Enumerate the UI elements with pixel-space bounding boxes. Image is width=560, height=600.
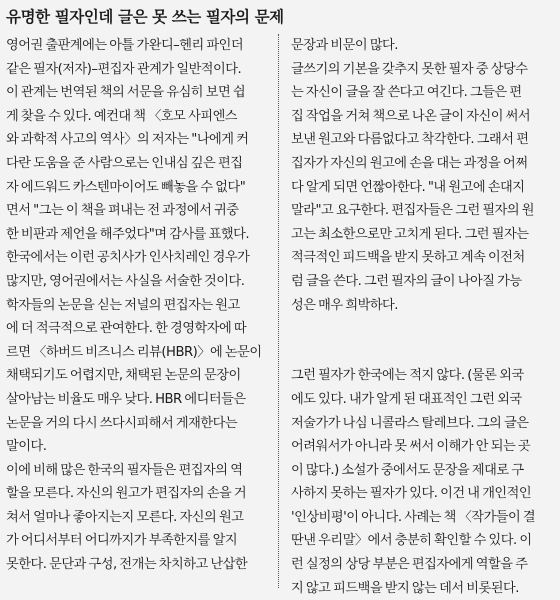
text-line: 한 비판과 제언을 해주었다"며 감사를 표했다.	[6, 226, 250, 242]
text-line: 는 자신이 글을 잘 쓴다고 여긴다. 그들은 편	[291, 85, 522, 101]
text-line: 르면 〈하버드 비즈니스 리뷰(HBR)〉에 논문이	[6, 344, 262, 360]
paragraph-gap	[291, 317, 553, 364]
text-line: 면서 "그는 이 책을 펴내는 전 과정에서 귀중	[6, 203, 239, 219]
text-line: 못한다. 문단과 구성, 전개는 차치하고 난삽한	[6, 557, 248, 573]
text-line: 게 찾을 수 있다. 예컨대 책 〈호모 사피엔스	[6, 108, 238, 124]
text-line: 다란 도움을 준 사람으로는 인내심 깊은 편집	[6, 155, 243, 171]
text-line: 성은 매우 희박하다.	[291, 297, 398, 313]
text-line: 다 알게 되면 언짢아한다. "내 원고에 손대지	[291, 179, 525, 195]
left-column	[6, 34, 268, 577]
text-line: 같은 필자(저자)–편집자 관계가 일반적이다.	[6, 61, 242, 77]
text-line: 고는 최소한으로만 고치게 된다. 그런 필자는	[291, 226, 529, 242]
text-line: 사하지 못하는 필자가 있다. 이건 내 개인적인	[291, 486, 532, 502]
text-line: 딴낸 우리말〉에서 충분히 확인할 수 있다. 이	[291, 533, 532, 549]
text-line: 에 더 적극적으로 관여한다. 한 경영학자에 따	[6, 321, 247, 337]
text-line: 학자들의 논문을 싣는 저널의 편집자는 원고	[6, 297, 240, 313]
text-line: 문장과 비문이 많다.	[291, 38, 398, 53]
text-line: 자 에드워드 카스텐마이어도 빼놓을 수 없다"	[6, 179, 246, 195]
text-line: 에도 있다. 내가 알게 된 대표적인 그런 외국	[291, 391, 522, 407]
right-column	[291, 34, 553, 600]
text-line: 할을 모른다. 자신의 원고가 편집자의 손을 거	[6, 486, 247, 502]
text-line: 영어권 출판계에는 아틀 가완디–헨리 파인더	[6, 38, 244, 53]
text-line: 이 관계는 번역된 책의 서문을 유심히 보면 쉽	[6, 85, 246, 101]
text-line: 집자가 자신의 원고에 손을 대는 과정을 어쩌	[291, 155, 528, 171]
text-line: 살아남는 비율도 매우 낮다. HBR 에디터들은	[6, 391, 246, 407]
text-line: 집 작업을 거쳐 책으로 나온 글이 자신이 써서	[291, 108, 531, 124]
article-body	[6, 34, 554, 594]
text-line: 이에 비해 많은 한국의 필자들은 편집자의 역	[6, 462, 243, 478]
text-line: 글쓰기의 기본을 갖추지 못한 필자 중 상당수	[291, 61, 528, 77]
text-line: 런 실정의 상당 부분은 편집자에게 역할을 주	[291, 557, 528, 573]
text-line: 말라"고 요구한다. 편집자들은 그런 필자의 원	[291, 203, 535, 219]
text-line: 어려워서가 아니라 못 써서 이해가 안 되는 곳	[291, 439, 531, 455]
text-line: 한국에서는 이런 공치사가 인사치레인 경우가	[6, 250, 250, 266]
text-line: 지 않고 피드백을 받지 않는 데서 비롯된다.	[291, 580, 519, 596]
text-line: 가 어디서부터 어디까지가 부족한지를 알지	[6, 533, 238, 549]
text-line: 적극적인 피드백을 받지 못하고 계속 이전처	[291, 250, 525, 266]
text-line: 보낸 원고와 다름없다고 착각한다. 그래서 편	[291, 132, 529, 148]
text-line: 럼 글을 쓴다. 그런 필자의 글이 나아질 가능	[291, 273, 522, 289]
text-line: '인상비평'이 아니다. 사례는 책 〈작가들이 결	[291, 509, 536, 525]
text-line: 채택되기도 어렵지만, 채택된 논문의 문장이	[6, 368, 241, 384]
text-line: 저술가가 나심 니콜라스 탈레브다. 그의 글은	[291, 415, 529, 431]
text-line: 와 과학적 사고의 역사〉의 저자는 "나에게 커	[6, 132, 249, 148]
text-line: 쳐서 얼마나 좋아지는지 모른다. 자신의 원고	[6, 509, 244, 525]
article-headline: 유명한 필자인데 글은 못 쓰는 필자의 문제	[6, 8, 284, 26]
text-line: 많지만, 영어권에서는 사실을 서술한 것이다.	[6, 273, 245, 289]
text-line: 이 많다.) 소설가 중에서도 문장을 제대로 구	[291, 462, 524, 478]
text-line: 말이다.	[6, 439, 47, 455]
column-divider	[278, 34, 279, 588]
text-line: 그런 필자가 한국에는 적지 않다. (물론 외국	[291, 368, 524, 384]
text-line: 논문을 거의 다시 쓰다시피해서 게재한다는	[6, 415, 238, 431]
